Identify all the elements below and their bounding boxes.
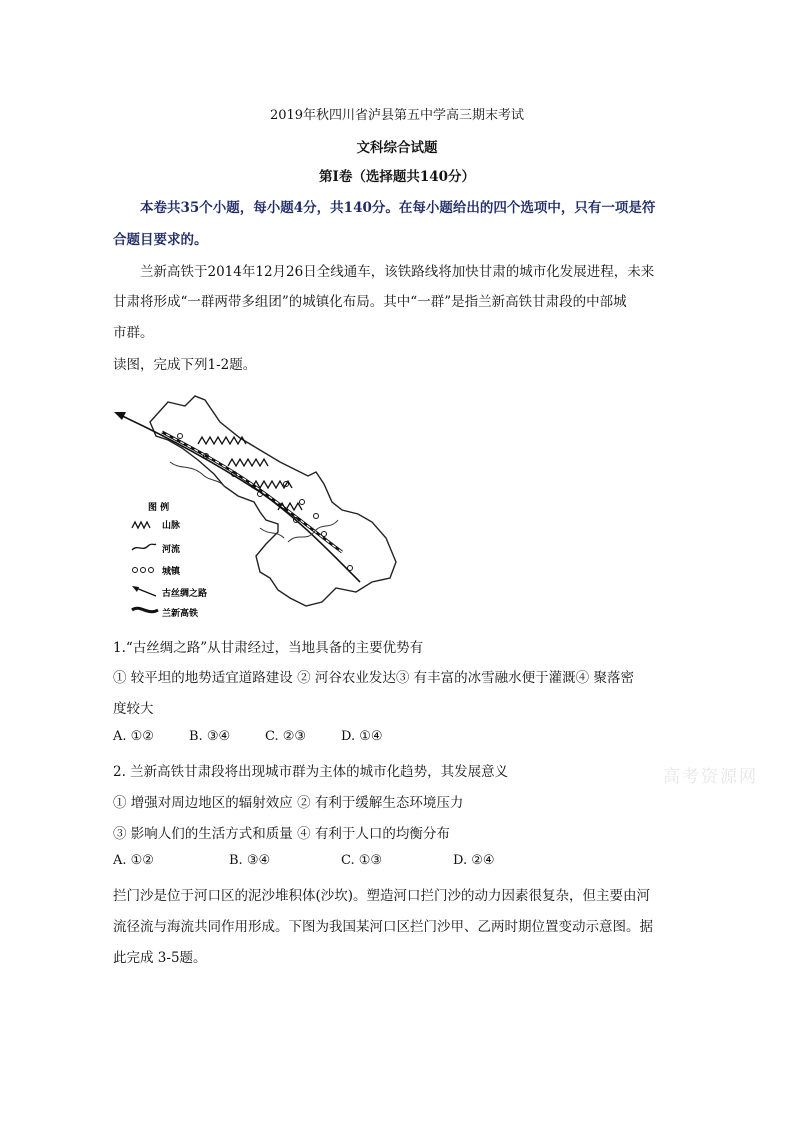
legend-mountain [132,519,181,531]
instructions-line-1: 本卷共35个小题，每小题4分，共140分。在每小题给出的四个选项中，只有一项是符 [140,200,656,216]
svg-text:城镇: 城镇 [162,567,181,577]
svg-text:山脉: 山脉 [162,521,181,531]
legend-river [132,543,180,555]
passage2-line-1: 拦门沙是位于河口区的泥沙堆积体(沙坎)。塑造河口拦门沙的动力因素很复杂，但主要由河 [113,888,651,904]
railway-icon [132,608,158,611]
q1-statements-2: 度较大 [113,701,154,717]
mountain-icon [132,522,150,528]
passage1-line-2: 甘肃将形成“一群两带多组团”的城镇化布局。其中“一群”是指兰新高铁甘肃段的中部城 [113,294,627,310]
q1-option-d: D. ①④ [341,729,383,744]
legend-town [133,565,182,577]
towns [178,434,353,571]
passage2-line-2: 流径流与海流共同作用形成。下图为我国某河口区拦门沙甲、乙两时期位置变动示意图。据 [113,919,653,935]
q2-statements-1: ① 增强对周边地区的辐射效应 ② 有利于缓解生态环境压力 [113,795,464,811]
legend-railway [132,607,198,619]
svg-text:古丝绸之路: 古丝绸之路 [162,589,208,599]
q1-statements-1: ① 较平坦的地势适宜道路建设 ② 河谷农业发达③ 有丰富的冰雪融水便于灌溉④ 聚落密 [113,670,634,686]
exam-title: 2019年秋四川省泸县第五中学高三期末考试 [269,108,525,123]
q1-option-c: C. ②③ [265,729,307,744]
q2-option-c: C. ①③ [341,853,383,868]
river-icon [132,544,156,550]
volume-heading: 第Ⅰ卷（选择题共140分） [319,169,475,185]
instructions-line-2: 合题目要求的。 [113,232,208,248]
q1-option-b: B. ③④ [189,729,231,744]
svg-text:兰新高铁: 兰新高铁 [162,609,199,619]
q2-option-a: A. ①② [113,853,154,868]
legend-silk-road [132,586,207,599]
gansu-map-svg [110,392,410,622]
passage1-line-3: 市群。 [113,325,154,341]
svg-text:河流: 河流 [162,545,181,555]
q2-option-d: D. ②④ [453,853,495,868]
gansu-map [110,392,410,622]
silk-road-path [118,414,360,582]
legend-title: 图 例 [148,503,170,513]
q2-statements-2: ③ 影响人们的生活方式和质量 ④ 有利于人口的均衡分布 [113,826,450,842]
passage2-line-3: 此完成 3-5题。 [113,950,207,966]
q2-stem: 2. 兰新高铁甘肃段将出现城市群为主体的城市化趋势，其发展意义 [113,764,509,780]
passage1-line-1: 兰新高铁于2014年12月26日全线通车，该铁路线将加快甘肃的城市化发展进程，未来 [140,264,655,280]
exam-subject: 文科综合试题 [356,140,438,156]
silk-road-icon [132,586,156,596]
q1-stem: 1.“古丝绸之路”从甘肃经过，当地具备的主要优势有 [113,640,424,656]
watermark: 高考资源网 [663,767,758,787]
q1-option-a: A. ①② [113,729,154,744]
prompt-q1-2: 读图，完成下列1-2题。 [113,357,257,373]
q2-option-b: B. ③④ [229,853,271,868]
town-icon [133,568,154,573]
